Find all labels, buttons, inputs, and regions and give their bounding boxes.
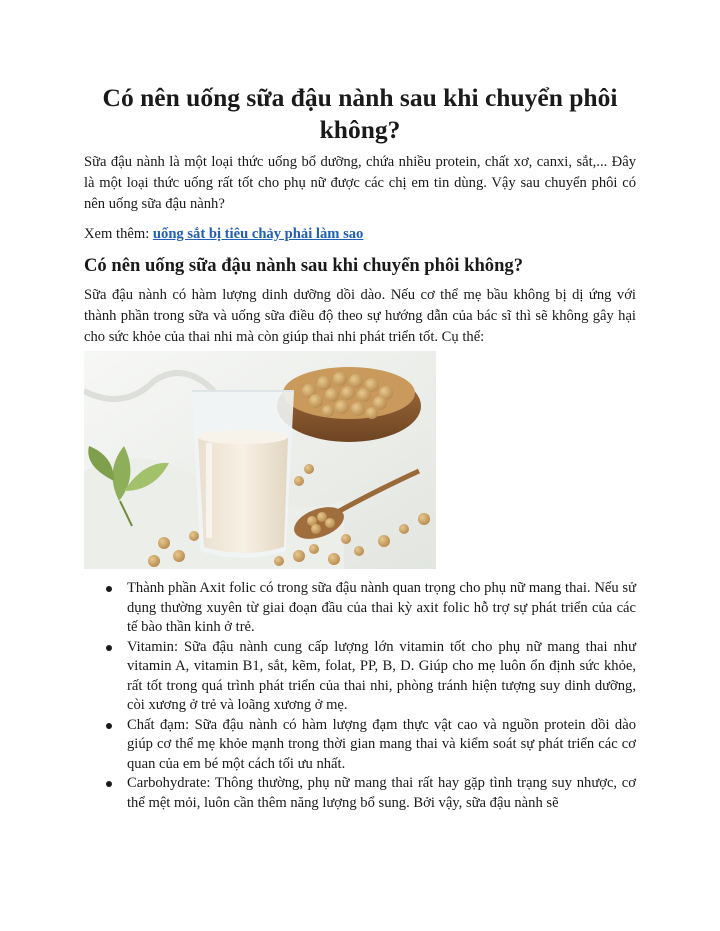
list-item-text: Vitamin: Sữa đậu nành cung cấp lượng lớn vitamin tốt cho phụ nữ mang thai như vitamin A, vitamin B1, sắt, kẽm, folat, PP, B, D. Giúp cho mẹ luôn ổn định sức khỏe, rất tốt trong quá trình phát triển của thai nhi, phòng tránh hiện tượng suy dinh dưỡng, còi xương ở trẻ và loãng xương ở mẹ. (127, 638, 636, 713)
bullet-icon (106, 586, 112, 592)
list-item-text: Chất đạm: Sữa đậu nành có hàm lượng đạm thực vật cao và nguồn protein dồi dào giúp cơ thể mẹ khỏe mạnh trong thời gian mang thai và kiểm soát sự phát triển các cơ quan của em bé một cách tối ưu nhất. (127, 716, 636, 772)
list-item (84, 774, 636, 813)
see-also-line (84, 224, 636, 245)
intro-paragraph: Sữa đậu nành là một loại thức uống bổ dưỡng, chứa nhiều protein, chất xơ, canxi, sắt,... Đây là một loại thức uống rất tốt cho phụ nữ được các chị em tin dùng. Vậy sau chuyển phôi có nên uống sữa đậu nành? (84, 154, 636, 212)
bullet-icon (106, 781, 112, 787)
list-item (84, 638, 636, 716)
soy-milk-photo (84, 351, 436, 569)
benefits-list (84, 579, 636, 813)
bullet-icon (106, 645, 112, 651)
bullet-icon (106, 723, 112, 729)
see-also-label: Xem thêm: (84, 226, 153, 242)
list-item (84, 716, 636, 775)
section-paragraph: Sữa đậu nành có hàm lượng dinh dưỡng dồi dào. Nếu cơ thể mẹ bầu không bị dị ứng với thành phần trong sữa và uống sữa điều độ theo sự hướng dẫn của bác sĩ thì sẽ không gây hại cho sức khỏe của thai nhi mà còn giúp thai nhi phát triển tốt. Cụ thể: (84, 287, 636, 345)
list-item (84, 579, 636, 638)
article-title: Có nên uống sữa đậu nành sau khi chuyển phôi không? (102, 83, 618, 144)
section-heading: Có nên uống sữa đậu nành sau khi chuyển phôi không? (84, 255, 524, 276)
list-item-text: Carbohydrate: Thông thường, phụ nữ mang thai rất hay gặp tình trạng suy nhược, cơ thể mệt mỏi, luôn cần thêm năng lượng bổ sung. Bởi vậy, sữa đậu nành sẽ (127, 775, 636, 811)
see-also-link[interactable]: uống sắt bị tiêu chảy phải làm sao (152, 226, 364, 242)
list-item-text: Thành phần Axit folic có trong sữa đậu nành quan trọng cho phụ nữ mang thai. Nếu sử dụng thường xuyên từ giai đoạn đầu của thai kỳ axit folic hỗ trợ sự phát triển của các tế bào thần kinh ở trẻ. (127, 580, 636, 635)
